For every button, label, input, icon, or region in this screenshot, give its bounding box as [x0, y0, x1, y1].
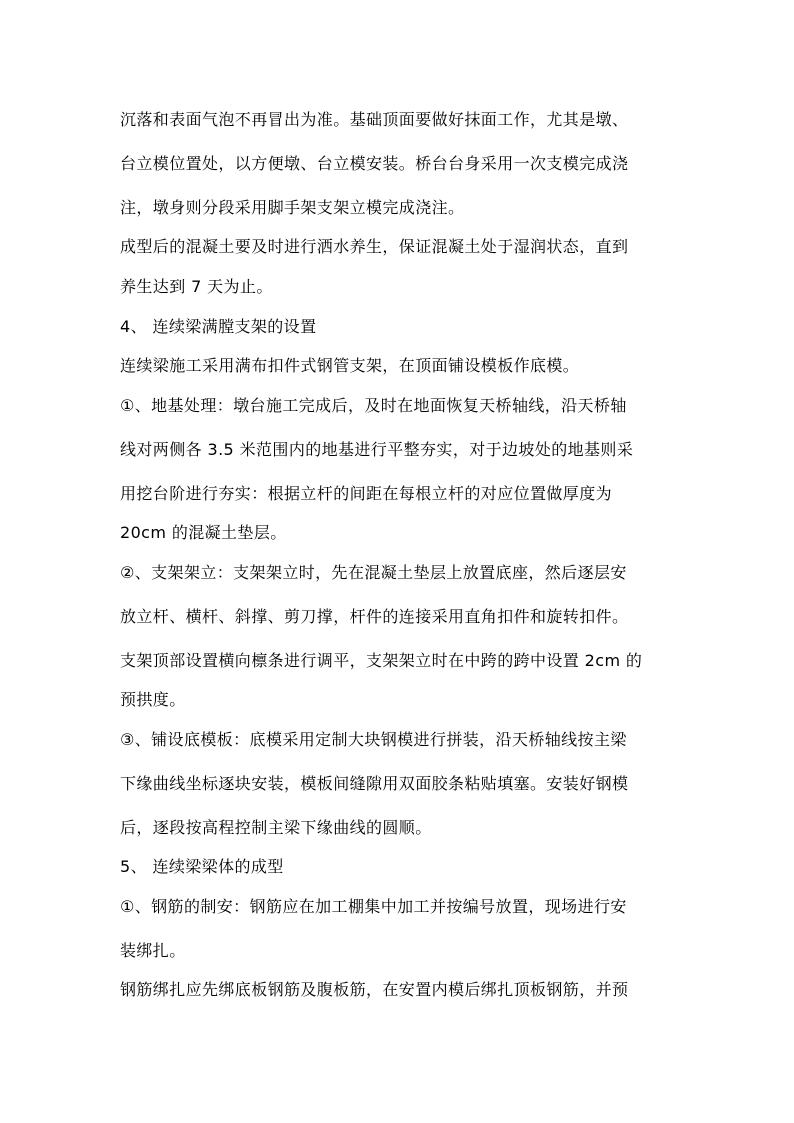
text-line: 线对两侧各 3.5 米范围内的地基进行平整夯实，对于边坡处的地基则采 — [120, 440, 634, 459]
text-line: 下缘曲线坐标逐块安装，模板间缝隙用双面胶条粘贴填塞。安装好钢模 — [120, 774, 629, 793]
text-line: ①、地基处理：墩台施工完成后，及时在地面恢复天桥轴线，沿天桥轴 — [120, 396, 627, 415]
text-line: 注，墩身则分段采用脚手架支架立模完成浇注。 — [120, 198, 465, 217]
section-heading: 5、 连续梁梁体的成型 — [120, 857, 284, 876]
text-line: ①、钢筋的制安：钢筋应在加工棚集中加工并按编号放置，现场进行安 — [120, 897, 627, 916]
section-heading: 4、 连续梁满膛支架的设置 — [120, 317, 317, 336]
text-line: 支架顶部设置横向檩条进行调平，支架架立时在中跨的跨中设置 2cm 的 — [120, 651, 643, 670]
text-line: 养生达到 7 天为止。 — [120, 277, 273, 296]
text-line: 台立模位置处，以方便墩、台立模安装。桥台台身采用一次支模完成浇 — [120, 154, 629, 173]
text-line: 成型后的混凝土要及时进行洒水养生，保证混凝土处于湿润状态，直到 — [120, 237, 629, 256]
text-line: 后，逐段按高程控制主梁下缘曲线的圆顺。 — [120, 818, 432, 837]
text-line: 预拱度。 — [120, 690, 186, 709]
text-line: ②、支架架立：支架架立时，先在混凝土垫层上放置底座，然后逐层安 — [120, 563, 627, 582]
text-line: 20cm 的混凝土垫层。 — [120, 523, 287, 542]
text-line: 用挖台阶进行夯实：根据立杆的间距在每根立杆的对应位置做厚度为 — [120, 484, 613, 503]
text-line: ③、铺设底模板：底模采用定制大块钢模进行拼装，沿天桥轴线按主梁 — [120, 730, 627, 749]
text-line: 沉落和表面气泡不再冒出为准。基础顶面要做好抹面工作，尤其是墩、 — [120, 110, 629, 129]
text-line: 放立杆、横杆、斜撑、剪刀撑，杆件的连接采用直角扣件和旋转扣件。 — [120, 607, 629, 626]
text-line: 连续梁施工采用满布扣件式钢管支架，在顶面铺设模板作底模。 — [120, 356, 580, 375]
text-line: 装绑扎。 — [120, 941, 186, 960]
text-line: 钢筋绑扎应先绑底板钢筋及腹板筋，在安置内模后绑扎顶板钢筋，并预 — [120, 980, 629, 999]
